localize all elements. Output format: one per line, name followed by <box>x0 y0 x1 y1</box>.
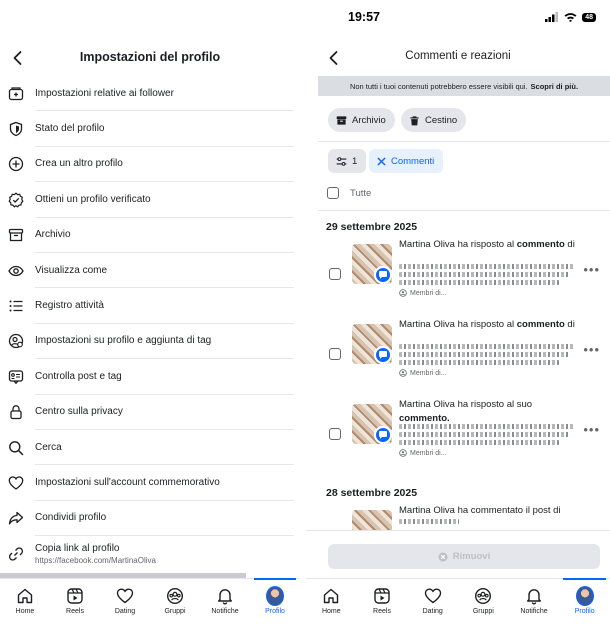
tab-label: Reels <box>373 608 391 615</box>
settings-item-label: Impostazioni su profilo e aggiunta di tag <box>35 324 294 359</box>
select-all-row[interactable] <box>327 187 371 199</box>
comments-filter-chip[interactable] <box>369 149 443 173</box>
blurred-text <box>399 264 575 269</box>
activity-item[interactable] <box>306 318 610 396</box>
settings-item-label: Condividi profilo <box>35 501 294 536</box>
settings-item-archive[interactable] <box>0 218 300 253</box>
share-icon <box>8 510 24 526</box>
members-icon <box>399 449 407 457</box>
dating-heart-icon <box>116 587 134 605</box>
close-icon[interactable] <box>377 157 386 166</box>
settings-item-label: Impostazioni relative ai follower <box>35 76 294 111</box>
activity-text-pre: Martina Oliva ha risposto al suo <box>399 399 533 410</box>
signal-icon <box>545 12 559 22</box>
page-title: Commenti e reazioni <box>405 50 511 62</box>
profile-avatar <box>266 587 284 605</box>
activity-text <box>399 318 579 332</box>
activity-text <box>399 398 579 426</box>
list-icon <box>8 298 24 314</box>
blurred-text <box>399 432 569 437</box>
link-icon <box>8 546 24 562</box>
profile-link-url: https://facebook.com/MartinaOliva <box>35 555 156 565</box>
follower-settings-icon <box>8 86 24 102</box>
tab-label: Home <box>321 608 341 615</box>
comments-reactions-panel <box>306 0 610 626</box>
blurred-text <box>399 352 569 357</box>
item-checkbox[interactable] <box>329 268 341 280</box>
activity-item[interactable] <box>306 398 610 476</box>
avatar <box>266 586 284 606</box>
settings-item-profile-status[interactable] <box>0 111 300 146</box>
tab-dating[interactable] <box>407 579 458 626</box>
audience-label: Membri di... <box>410 289 447 297</box>
settings-item-follower[interactable] <box>0 76 300 111</box>
filter-chip[interactable] <box>328 149 366 173</box>
tab-reels[interactable] <box>357 579 408 626</box>
audience-meta <box>399 369 447 377</box>
activity-text-pre: Martina Oliva ha risposto al <box>399 239 517 250</box>
audience-meta <box>399 449 447 457</box>
bell-icon <box>216 587 234 605</box>
settings-item-profile-tagging[interactable] <box>0 324 300 359</box>
search-icon <box>8 440 24 456</box>
settings-item-label: Stato del profilo <box>35 111 294 146</box>
shield-icon <box>8 121 24 137</box>
select-all-checkbox[interactable] <box>327 187 339 199</box>
notice-text: Non tutti i tuoi contenuti potrebbero essere visibili qui. <box>349 81 528 91</box>
settings-item-label: Ottieni un profilo verificato <box>35 182 294 217</box>
tab-home[interactable] <box>0 579 50 626</box>
blurred-text <box>399 360 559 365</box>
person-tag-icon <box>8 333 24 349</box>
blurred-text <box>399 344 575 349</box>
settings-item-verified[interactable] <box>0 182 300 217</box>
profile-avatar <box>576 587 594 605</box>
chip-label: Archivio <box>352 114 386 126</box>
more-options-icon[interactable]: ••• <box>583 342 600 357</box>
tab-label: Reels <box>66 608 84 615</box>
lock-icon <box>8 404 24 420</box>
plus-circle-icon <box>8 156 24 172</box>
tab-notifications[interactable] <box>200 579 250 626</box>
activity-text-bold: commento <box>516 239 565 250</box>
tab-notifications[interactable] <box>509 579 560 626</box>
settings-item-memorial[interactable] <box>0 465 300 500</box>
home-icon <box>322 587 340 605</box>
settings-item-label: Crea un altro profilo <box>35 147 294 182</box>
activity-text-post: di <box>564 319 575 330</box>
settings-item-share-profile[interactable] <box>0 501 300 536</box>
archive-icon <box>336 115 347 126</box>
groups-icon <box>474 587 492 605</box>
more-options-icon[interactable]: ••• <box>583 422 600 437</box>
trash-icon <box>409 115 420 126</box>
tab-dating[interactable] <box>100 579 150 626</box>
tab-profile[interactable] <box>250 579 300 626</box>
status-bar <box>306 8 610 28</box>
blurred-text <box>399 424 575 429</box>
tab-label: Notifiche <box>211 608 239 615</box>
audience-label: Membri di... <box>410 449 447 457</box>
bottom-tab-bar <box>0 578 300 626</box>
eye-icon <box>8 263 24 279</box>
review-post-icon <box>8 369 24 385</box>
battery-level: 48 <box>582 13 596 22</box>
activity-text: Martina Oliva ha commentato il post di <box>399 505 561 516</box>
home-icon <box>16 587 34 605</box>
tab-label: Dating <box>422 608 443 615</box>
tab-reels[interactable] <box>50 579 100 626</box>
bell-icon <box>525 587 543 605</box>
members-icon <box>399 289 407 297</box>
activity-text <box>399 238 579 252</box>
settings-item-label: Visualizza come <box>35 253 294 288</box>
groups-icon <box>166 587 184 605</box>
remove-label: Rimuovi <box>452 551 491 562</box>
comment-badge-icon <box>374 346 392 364</box>
item-checkbox[interactable] <box>329 428 341 440</box>
filter-count: 1 <box>352 155 358 167</box>
activity-text-bold: commento <box>516 319 565 330</box>
archive-icon <box>8 227 24 243</box>
trash-chip[interactable] <box>401 108 466 132</box>
blurred-text <box>399 280 559 285</box>
filter-sliders-icon <box>336 156 347 167</box>
tab-home[interactable] <box>306 579 357 626</box>
settings-item-text-stack <box>35 543 156 565</box>
settings-item-search[interactable] <box>0 430 300 465</box>
settings-item-copy-link[interactable] <box>0 536 300 571</box>
activity-text-bold: commento. <box>399 413 450 424</box>
bottom-tab-bar <box>306 578 610 626</box>
tab-label: Gruppi <box>472 608 494 615</box>
settings-item-privacy-center[interactable] <box>0 395 300 430</box>
tab-label: Home <box>15 608 35 615</box>
archive-chip[interactable] <box>328 108 395 132</box>
audience-meta <box>399 289 447 297</box>
remove-button[interactable] <box>328 544 600 569</box>
activity-text-pre: Martina Oliva ha risposto al <box>399 319 517 330</box>
visibility-notice <box>318 76 610 96</box>
learn-more-link[interactable]: Scopri di più. <box>530 81 579 91</box>
reels-icon <box>66 587 84 605</box>
blurred-text <box>399 272 569 277</box>
status-icons <box>545 12 596 22</box>
comment-badge-icon <box>374 426 392 444</box>
settings-item-view-as[interactable] <box>0 253 300 288</box>
blurred-text <box>399 519 459 524</box>
chip-label: Cestino <box>425 114 458 126</box>
reels-icon <box>373 587 391 605</box>
more-options-icon[interactable]: ••• <box>583 262 600 277</box>
settings-item-label: Cerca <box>35 430 294 465</box>
status-time: 19:57 <box>348 10 380 24</box>
avatar <box>576 586 594 606</box>
settings-item-label: Impostazioni sull'account commemorativo <box>35 465 294 500</box>
tab-label: Dating <box>114 608 136 615</box>
date-header: 28 settembre 2025 <box>326 487 418 499</box>
verified-badge-icon <box>8 192 24 208</box>
divider <box>318 210 610 211</box>
tab-groups[interactable] <box>458 579 509 626</box>
comments-header <box>306 44 610 74</box>
settings-item-label: Archivio <box>35 218 294 253</box>
profile-settings-panel <box>0 0 300 626</box>
settings-item-label: Centro sulla privacy <box>35 395 294 430</box>
comment-badge-icon <box>374 266 392 284</box>
wifi-icon <box>564 12 577 22</box>
settings-item-text <box>35 536 294 571</box>
settings-item-review-posts[interactable] <box>0 359 300 394</box>
audience-label: Membri di... <box>410 369 447 377</box>
members-icon <box>399 369 407 377</box>
settings-item-label: Copia link al profilo <box>35 542 120 554</box>
select-all-label: Tutte <box>350 187 372 199</box>
settings-item-create-profile[interactable] <box>0 147 300 182</box>
settings-item-activity-log[interactable] <box>0 288 300 323</box>
tab-label: Gruppi <box>164 608 186 615</box>
activity-text-post: di <box>564 239 575 250</box>
divider <box>318 141 610 142</box>
tab-label: Notifiche <box>520 608 548 615</box>
tab-label: Profilo <box>574 608 595 615</box>
tab-profile[interactable] <box>559 579 610 626</box>
remove-circle-icon <box>438 552 448 562</box>
activity-item[interactable] <box>306 238 610 316</box>
date-header: 29 settembre 2025 <box>326 221 418 233</box>
dating-heart-icon <box>424 587 442 605</box>
tab-groups[interactable] <box>150 579 200 626</box>
settings-item-label: Controlla post e tag <box>35 359 294 394</box>
profile-settings-header <box>0 44 300 74</box>
settings-list <box>0 76 300 571</box>
tab-label: Profilo <box>265 608 285 615</box>
blurred-text <box>399 440 559 445</box>
settings-item-label: Registro attività <box>35 288 294 323</box>
item-checkbox[interactable] <box>329 348 341 360</box>
chip-label: Commenti <box>391 155 435 167</box>
heart-icon <box>8 475 24 491</box>
page-title: Impostazioni del profilo <box>79 50 221 64</box>
